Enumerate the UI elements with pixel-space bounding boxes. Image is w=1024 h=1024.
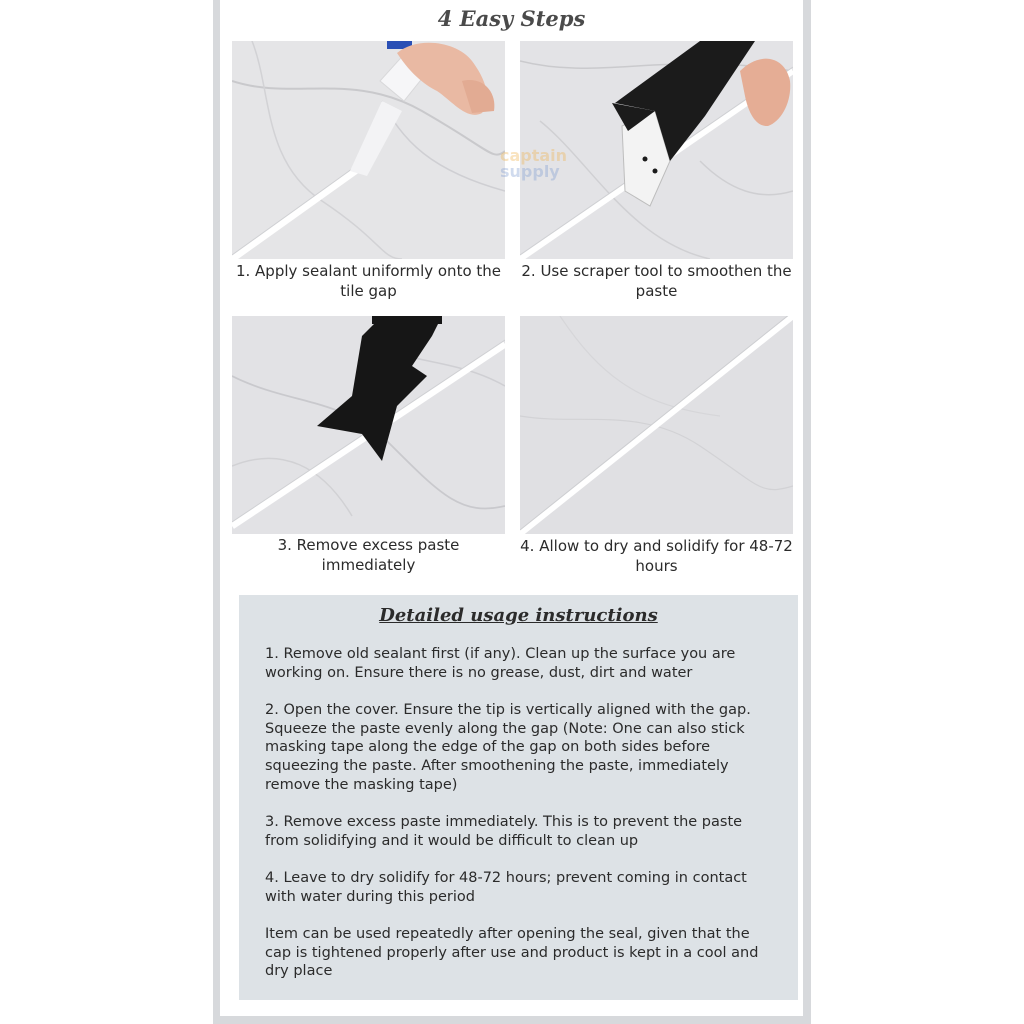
step-3-photo — [232, 316, 505, 534]
content-card — [220, 0, 803, 1016]
step-3-caption: 3. Remove excess paste immediately — [277, 536, 460, 574]
instruction-paragraph-3: 3. Remove excess paste immediately. This is to prevent the paste from solidifying and it would be difficult to clean up — [265, 814, 743, 849]
instruction-paragraph-4: 4. Leave to dry solidify for 48-72 hours; prevent coming in contact with water during this period — [265, 870, 747, 905]
page-title: 4 Easy Steps — [437, 6, 586, 31]
watermark-line-1: captain — [500, 146, 568, 165]
instruction-paragraph-5: Item can be used repeatedly after opening the seal, given that the cap is tightened properly after use and product is kept in a cool and dry place — [265, 926, 759, 980]
step-2-caption: 2. Use scraper tool to smoothen the paste — [521, 262, 792, 300]
step-4-photo — [520, 316, 793, 534]
instruction-paragraph-1: 1. Remove old sealant first (if any). Clean up the surface you are working on. Ensure there is no grease, dust, dirt and water — [265, 646, 736, 681]
watermark-logo — [500, 148, 567, 180]
step-4-caption: 4. Allow to dry and solidify for 48-72 hours — [520, 537, 793, 575]
instructions-panel — [239, 595, 798, 1000]
instruction-paragraph-2: 2. Open the cover. Ensure the tip is vertically aligned with the gap. Squeeze the paste evenly along the gap (Note: One can also stick masking tape along the edge of the gap on both sides before squeezing the paste. After smoothening the paste, immediately remove the masking tape) — [265, 702, 751, 793]
step-1-caption: 1. Apply sealant uniformly onto the tile gap — [235, 262, 502, 300]
watermark-line-2: supply — [500, 162, 560, 181]
step-1-photo — [232, 41, 505, 259]
instructions-heading: Detailed usage instructions — [379, 605, 658, 626]
page-frame — [213, 0, 811, 1024]
